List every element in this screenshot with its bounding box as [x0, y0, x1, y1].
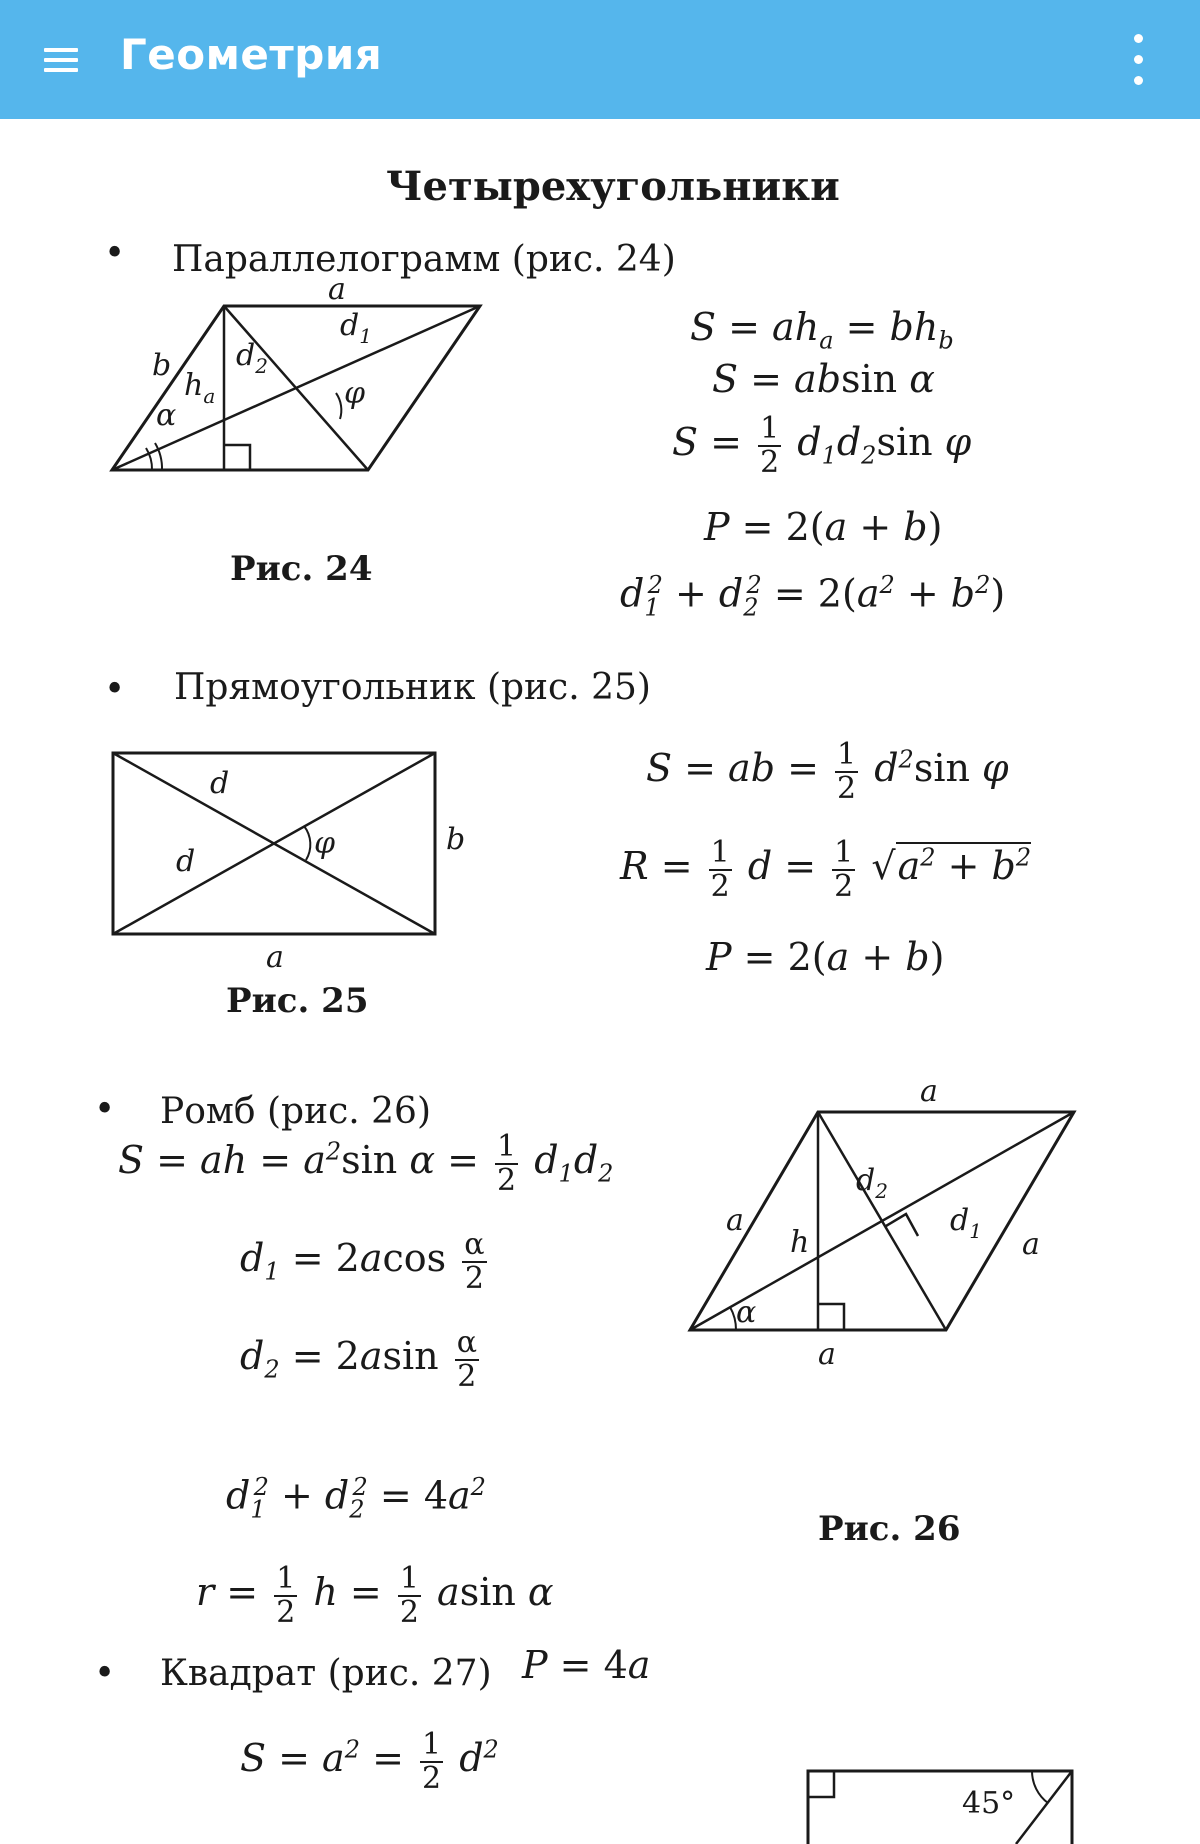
section-title-rectangle: Прямоугольник (рис. 25) — [174, 667, 651, 708]
formula-area-heights: $S = ah_a = bh_b$ — [690, 305, 954, 355]
formula-rhombus-d1: $d_1 = 2acos$ $\frac{\alpha}{2}$ — [240, 1227, 485, 1296]
label-alpha: α — [156, 398, 177, 433]
rhombus-label-a-right: a — [1022, 1227, 1040, 1262]
square-diagonal — [1016, 1771, 1072, 1844]
rhombus-label-h: h — [790, 1225, 810, 1260]
rhombus-label-d1: $d_1$ — [950, 1203, 982, 1243]
formula-square-area: $S = a^2$ = $\frac{1}{2}$ $d^2$ — [240, 1727, 499, 1796]
rect-label-d-left: d — [176, 844, 196, 879]
section-title-parallelogram: Параллелограмм (рис. 24) — [172, 239, 676, 280]
formula-rhombus-radius: r = $\frac{1}{2}$ h = $\frac{1}{2}$ asin α — [196, 1561, 554, 1630]
formula-diagonals-sum: $d_1^2 + d_2^2 = 2(a^2 + b^2)$ — [620, 571, 1006, 622]
square-label-angle: 45° — [962, 1786, 1016, 1821]
rhombus-label-a-top: a — [920, 1074, 938, 1109]
rhombus-label-alpha: α — [736, 1295, 757, 1330]
square-angle-arc — [1032, 1771, 1048, 1803]
label-d2: $d_2$ — [236, 338, 268, 378]
formula-rect-radius: R = $\frac{1}{2}$ d = $\frac{1}{2}$ $√a^2 + b^2$ — [620, 835, 1032, 904]
rhombus-label-a-bottom: a — [818, 1337, 836, 1372]
hamburger-menu-icon[interactable] — [44, 48, 78, 72]
formula-rhombus-area: S = ah = $a^2\sin$ α = $\frac{1}{2}$ $d_1d_2$ — [118, 1129, 614, 1198]
app-title: Геометрия — [120, 30, 383, 79]
bullet: • — [94, 1089, 116, 1130]
square-figure — [0, 119, 1200, 1844]
section-title-rhombus: Ромб (рис. 26) — [160, 1091, 432, 1132]
section-title-square: Квадрат (рис. 27) — [160, 1653, 492, 1694]
rect-label-d-top: d — [210, 766, 230, 801]
rhombus-label-d2: $d_2$ — [856, 1163, 888, 1203]
content-page — [0, 119, 1200, 1844]
label-ha: $h_a$ — [184, 368, 216, 408]
bullet: • — [104, 233, 126, 274]
label-b: b — [152, 348, 172, 383]
app-bar — [0, 0, 1200, 119]
rect-label-phi: φ — [314, 826, 336, 861]
caption-fig24: Рис. 24 — [230, 549, 373, 589]
rect-label-b: b — [446, 822, 466, 857]
label-d1: $d_1$ — [340, 308, 372, 348]
label-phi: φ — [344, 376, 366, 411]
formula-rhombus-d2: $d_2 = 2asin$ $\frac{\alpha}{2}$ — [240, 1325, 477, 1394]
formula-area-diagonals: S = $\frac{1}{2}$ $d_1d_2\sin$ φ — [672, 411, 972, 480]
page-heading: Четырехугольники — [386, 163, 840, 210]
formula-rhombus-perimeter: P = 4a — [522, 1643, 651, 1687]
bullet: • — [104, 669, 126, 710]
caption-fig25: Рис. 25 — [226, 981, 369, 1021]
square-right-angle-mark — [808, 1771, 834, 1797]
formula-rect-perimeter: P = 2(a + b) — [706, 935, 945, 979]
vertical-dots-icon[interactable] — [1122, 30, 1154, 90]
rhombus-label-a-left: a — [726, 1203, 744, 1238]
formula-rhombus-diagonals: $d_1^2 + d_2^2 = 4a^2$ — [226, 1473, 486, 1524]
square-outline — [808, 1771, 1072, 1844]
bullet: • — [94, 1653, 116, 1694]
formula-perimeter: P = 2(a + b) — [704, 505, 943, 549]
rect-label-a: a — [266, 940, 284, 975]
caption-fig26: Рис. 26 — [818, 1509, 961, 1549]
formula-area-sine: S = absin α — [712, 357, 935, 401]
formula-rect-area: S = ab = $\frac{1}{2}$ $d^2\sin$ φ — [646, 737, 1009, 806]
label-a: a — [328, 272, 346, 307]
